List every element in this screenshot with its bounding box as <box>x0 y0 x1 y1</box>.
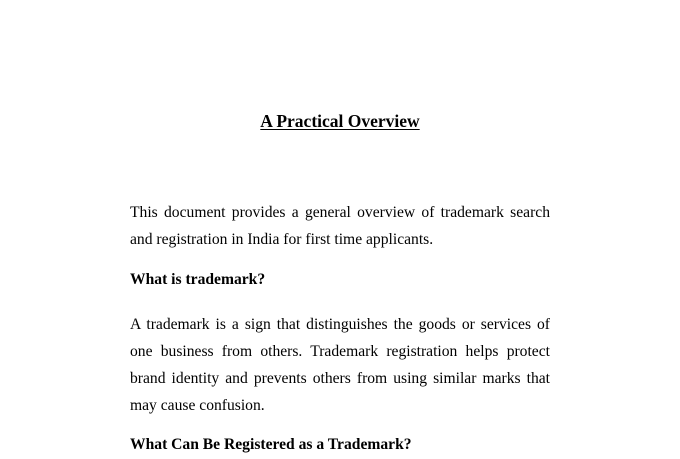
section-heading-what-can-be-registered: What Can Be Registered as a Trademark? <box>130 436 412 453</box>
section-body-what-is-trademark: A trademark is a sign that distinguishes the goods or services of one business from others. Trademark registration helps protect brand identity and prevents others from using similar marks that may cause confusion. <box>130 316 550 414</box>
section-heading-what-is-trademark: What is trademark? <box>130 271 266 288</box>
intro-paragraph: This document provides a general overview of trademark search and registration in India for first time applicants. <box>130 204 550 248</box>
document-title: A Practical Overview <box>260 111 420 131</box>
